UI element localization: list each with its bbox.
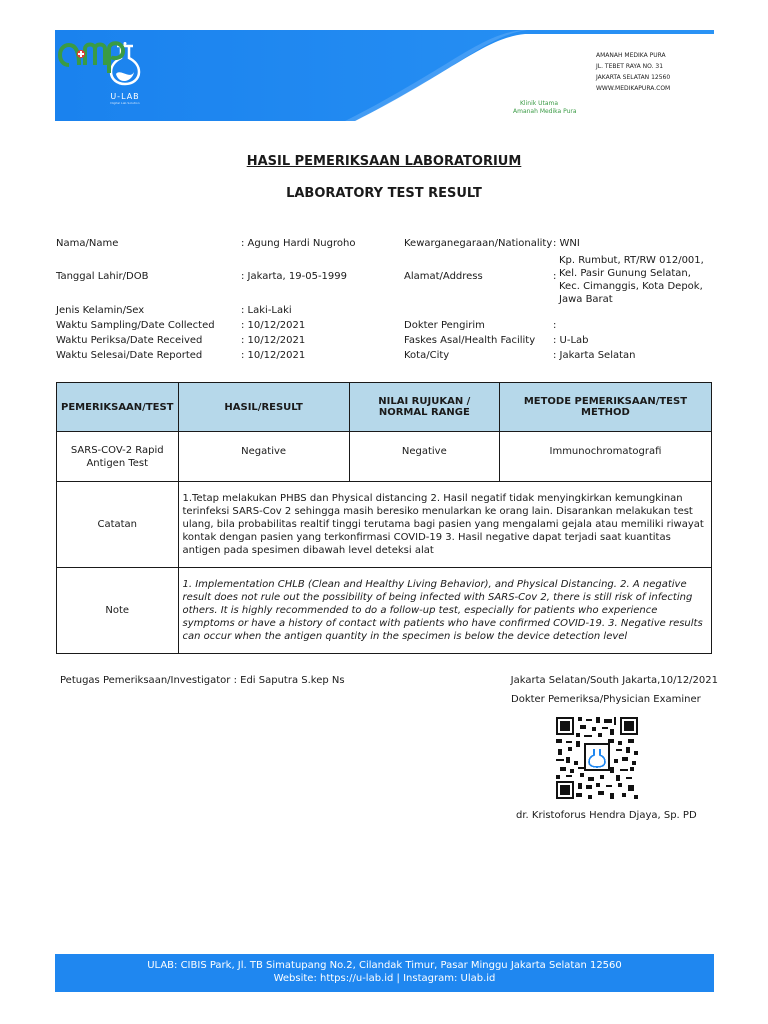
clinic-name: AMANAH MEDIKA PURA [596,52,666,59]
received-label: Waktu Periksa/Date Received [56,335,203,346]
city-label: Kota/City [404,350,450,361]
sex-label: Jenis Kelamin/Sex [56,305,145,316]
reported-label: Waktu Selesai/Date Reported [56,350,203,361]
results-table [56,382,712,654]
note-label: Note [57,568,179,654]
dob-label: Tanggal Lahir/DOB [56,271,149,282]
address-line: Jawa Barat [559,294,613,305]
ulab-name: U-LAB [110,92,140,101]
test-name-cell: SARS-COV-2 Rapid Antigen Test [57,432,179,482]
facility-value: : U-Lab [553,335,589,346]
place-date: Jakarta Selatan/South Jakarta,10/12/2021 [510,675,718,686]
footer-bar [55,954,714,992]
referring-doctor-label: Dokter Pengirim [404,320,485,331]
header-banner [55,30,714,121]
column-header-test: PEMERIKSAAN/TEST [57,383,179,432]
city-value: : Jakarta Selatan [553,350,636,361]
investigator: Petugas Pemeriksaan/Investigator : Edi Saputra S.kep Ns [60,675,345,686]
footer-address: ULAB: CIBIS Park, Jl. TB Simatupang No.2, Cilandak Timur, Pasar Minggu Jakarta Selatan 12560 [147,960,622,971]
method-cell: Immunochromatografi [499,432,711,482]
table-row [57,432,712,482]
address-line: Kec. Cimanggis, Kota Depok, [559,281,703,292]
footer-contact: Website: https://u-lab.id | Instagram: Ulab.id [273,973,496,984]
sampling-label: Waktu Sampling/Date Collected [56,320,215,331]
sex-value: : Laki-Laki [241,305,292,316]
physician-role: Dokter Pemeriksa/Physician Examiner [511,694,701,705]
referring-doctor-value: : [553,320,557,331]
clinic-website: WWW.MEDIKAPURA.COM [596,85,671,92]
name-value: : Agung Hardi Nugroho [241,238,356,249]
address-line: Kel. Pasir Gunung Selatan, [559,268,691,279]
page-title: HASIL PEMERIKSAAN LABORATORIUM [246,154,522,169]
nationality-value: : WNI [553,238,580,249]
clinic-subtitle-1: Klinik Utama [520,100,559,107]
clinic-city: JAKARTA SELATAN 12560 [596,74,671,81]
name-label: Nama/Name [56,238,119,249]
result-cell: Negative [178,432,349,482]
catatan-text: 1.Tetap melakukan PHBS dan Physical distancing 2. Hasil negatif tidak menyingkirkan kemungkinan terinfeksi SARS-Cov 2 sehingga masih beresiko menularkan ke orang lain. Disarankan melakukan test ulang, bila probabilitas realtif tinggi terutama bagi pasien yang mengalami gejala atau memiliki riwayat kontak dengan pasien yang terkonfirmasi COVID-19 3. Hasil negative dapat terjadi saat kuantitas antigen pada spesimen dibawah level deteksi alat [178,482,712,568]
qr-code [556,717,638,799]
physician-name: dr. Kristoforus Hendra Djaya, Sp. PD [516,810,697,821]
clinic-subtitle-2: Amanah Medika Pura [513,108,577,115]
address-colon: : [553,271,557,282]
note-row [57,568,712,654]
normal-range-cell: Negative [349,432,499,482]
column-header-normal-range: NILAI RUJUKAN / NORMAL RANGE [349,383,499,432]
dob-value: : Jakarta, 19-05-1999 [241,271,348,282]
reported-value: : 10/12/2021 [241,350,306,361]
facility-label: Faskes Asal/Health Facility [404,335,536,346]
clinic-street: JL. TEBET RAYA NO. 31 [596,63,664,70]
address-line: Kp. Rumbut, RT/RW 012/001, [559,255,704,266]
address-label: Alamat/Address [404,271,483,282]
address-value [559,254,704,306]
amp-logo-icon [55,30,125,80]
nationality-label: Kewarganegaraan/Nationality [404,238,553,249]
ulab-tagline: Digital Lab Solution [110,101,140,105]
catatan-label: Catatan [57,482,179,568]
catatan-row [57,482,712,568]
table-header-row [57,383,712,432]
clinic-info [596,50,670,94]
column-header-result: HASIL/RESULT [178,383,349,432]
note-text: 1. Implementation CHLB (Clean and Healthy Living Behavior), and Physical Distancing. 2. A negative result does not rule out the possibility of being infected with SARS-Cov 2, there is still risk of infecting others. It is highly recommended to do a follow-up test, especially for patients who experience symptoms or have a history of contact with patients who have confirmed COVID-19. 3. Negative results can occur when the antigen quantity in the specimen is below the device detection level [178,568,712,654]
page-subtitle: LABORATORY TEST RESULT [286,186,482,201]
column-header-method: METODE PEMERIKSAAN/TEST METHOD [499,383,711,432]
sampling-value: : 10/12/2021 [241,320,306,331]
received-value: : 10/12/2021 [241,335,306,346]
